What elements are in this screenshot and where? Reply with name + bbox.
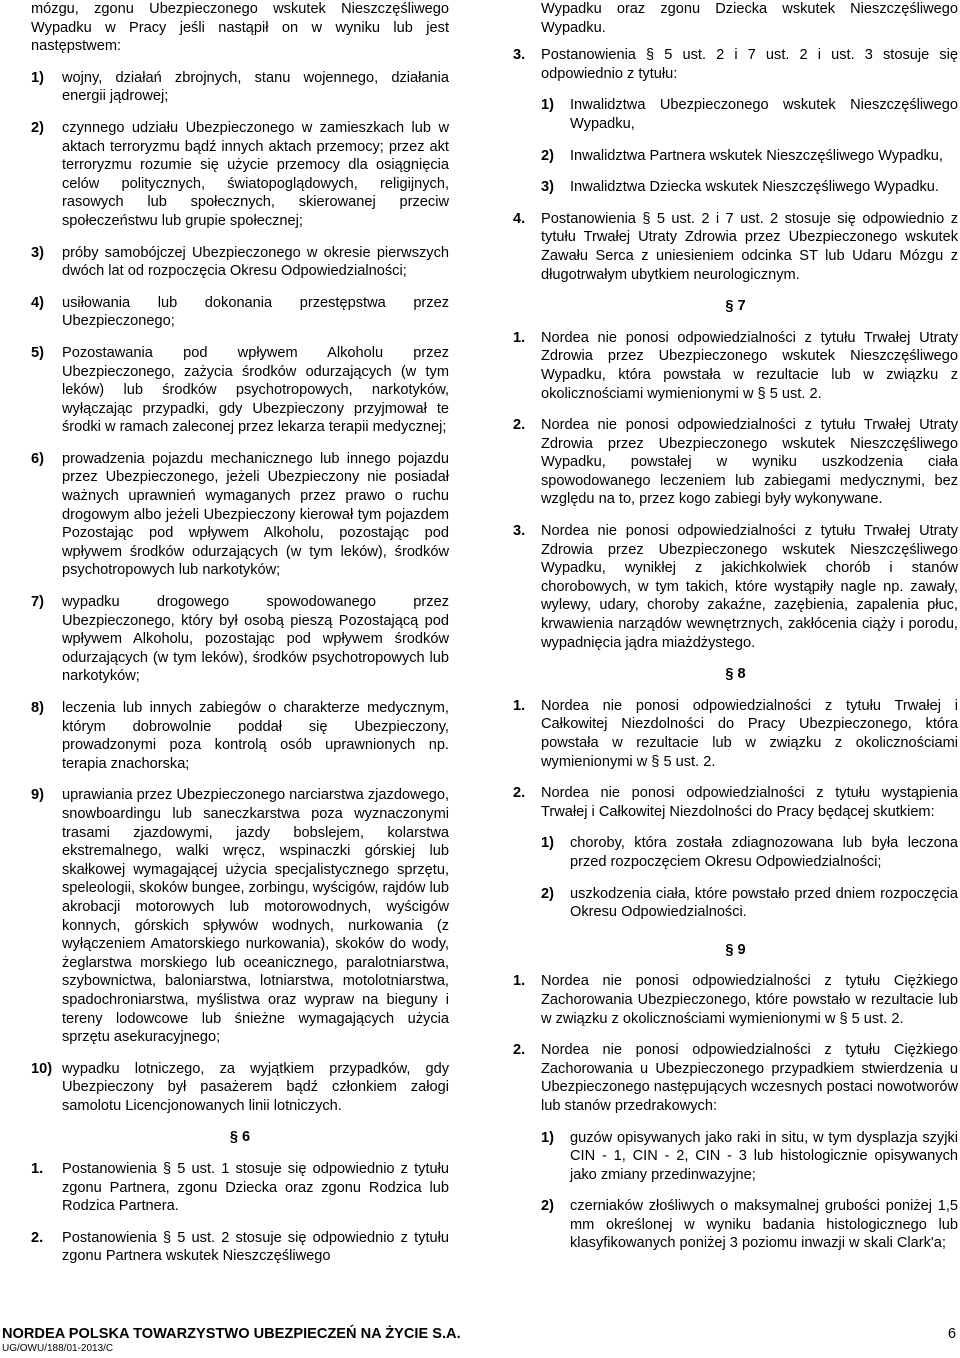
item-body <box>62 593 449 686</box>
item-number: 9) <box>31 787 44 804</box>
section-9-list <box>513 972 958 1266</box>
footer-document-code: UG/OWU/188/01-2013/C <box>2 1343 114 1354</box>
list-item <box>31 69 449 106</box>
sub-list <box>541 1129 958 1254</box>
list-item <box>31 244 449 281</box>
right-column <box>513 0 958 1266</box>
item-body <box>62 450 449 580</box>
item-number: 1. <box>31 1161 44 1178</box>
sub-item-text: Inwalidztwa Ubezpieczonego wskutek Nieszczęśliwego Wypadku, <box>570 97 958 132</box>
sub-list-item <box>541 147 958 166</box>
item-text: próby samobójczej Ubezpieczonego w okresie pierwszych dwóch lat od rozpoczęcia Okresu Odpowiedzialności; <box>62 244 449 280</box>
item-body <box>62 1060 449 1116</box>
sub-list <box>541 96 958 196</box>
section-6-number: 6 <box>242 1129 251 1146</box>
sub-item-number: 2) <box>541 1198 554 1215</box>
item-text: Pozostawania pod wpływem Alkoholu przez Ubezpieczonego, zażycia środków odurzających (w tym leków) lub środków psychotropowych, narkotyków, wyłączając przypadki, gdy Ubezpieczony przyjmował te środki w ramach zaleconej przez lekarza terapii medycznej; <box>62 344 449 436</box>
section-6-continued-list <box>513 46 958 284</box>
sub-item-text: Inwalidztwa Dziecka wskutek Nieszczęśliwego Wypadku. <box>570 179 939 196</box>
sub-list-item <box>541 178 958 197</box>
sub-item-number: 1) <box>541 97 554 114</box>
continuation-paragraph: Wypadku oraz zgonu Dziecka wskutek Nieszczęśliwego Wypadku. <box>541 1 958 36</box>
item-text: Postanowienia § 5 ust. 2 stosuje się odpowiednio z tytułu zgonu Partnera wskutek Nieszczęśliwego <box>62 1229 449 1265</box>
list-item <box>31 1229 449 1266</box>
item-body <box>62 294 449 331</box>
item-number: 2. <box>513 1042 526 1059</box>
item-text: wypadku drogowego spowodowanego przez Ubezpieczonego, który był osobą pieszą Pozostającą pod wpływem Alkoholu, pozostając pod wpływem środków odurzających (w tym leków), środków psychotropowych lub narkotyków; <box>62 594 449 685</box>
item-number: 4. <box>513 210 526 227</box>
item-number: 10) <box>31 1060 53 1077</box>
sub-list-item <box>541 885 958 922</box>
sub-list <box>541 834 958 921</box>
sub-item-text: czerniaków złośliwych o maksymalnej grubości poniżej 1,5 mm określonej w wyniku badania histologicznego lub klasyfikowanych poniżej 3 poziomu inwazji w skali Clark'a; <box>570 1198 958 1252</box>
section-6-heading: § 6 <box>229 1129 251 1146</box>
item-number: 1. <box>513 697 526 714</box>
item-text: Nordea nie ponosi odpowiedzialności z tytułu Trwałej Utraty Zdrowia przez Ubezpieczonego wskutek Nieszczęśliwego Wypadku, powstałej w wyniku uszkodzenia ciała spowodowanego leczeniem lub zabiegami medycznymi, bez względu na to, przez kogo zabiegi były wykonywane. <box>541 417 958 508</box>
list-item <box>31 344 449 437</box>
sub-item-text: guzów opisywanych jako raki in situ, w tym dysplazja szyjki CIN - 1, CIN - 2, CIN - 3 lub histologicznie opisywanych jako zmiany przedinwazyjne; <box>570 1129 958 1183</box>
item-text: Nordea nie ponosi odpowiedzialności z tytułu Ciężkiego Zachorowania Ubezpieczonego, które powstało w rezultacie lub w związku z okolicznościami wymienionymi w § 5 ust. 2. <box>541 973 958 1027</box>
item-body <box>541 416 958 509</box>
sub-list-item <box>541 1197 958 1253</box>
item-number: 5) <box>31 344 44 361</box>
sub-list-item <box>541 1129 958 1185</box>
section-6-list <box>31 1160 449 1266</box>
item-text: Nordea nie ponosi odpowiedzialności z tytułu Trwałej Utraty Zdrowia przez Ubezpieczonego wskutek Nieszczęśliwego Wypadku, która powstała w rezultacie lub w związku z okolicznościami wymienionymi w § 5 ust. 2. <box>541 329 958 402</box>
item-number: 2. <box>513 417 526 434</box>
section-7-number: 7 <box>737 298 746 315</box>
list-item <box>513 416 958 509</box>
list-item <box>31 119 449 231</box>
item-body <box>62 1160 449 1216</box>
sub-item-number: 2) <box>541 885 554 902</box>
sub-item-number: 3) <box>541 179 554 196</box>
item-text: czynnego udziału Ubezpieczonego w zamieszkach lub w aktach terroryzmu bądź innych aktach przemocy; przez akt terroryzmu rozumie się użycie przemocy dla osiągnięcia celów politycznych, światopoglądowych, religijnych, rasowych lub społecznych, skierowanej przeciw społeczeństwu lub grupie społecznej; <box>62 119 449 229</box>
list-item <box>513 210 958 284</box>
item-number: 2. <box>513 785 526 802</box>
list-item <box>31 593 449 686</box>
item-body <box>541 784 958 935</box>
list-item <box>31 294 449 331</box>
section-9-number: 9 <box>737 941 746 958</box>
item-text: Nordea nie ponosi odpowiedzialności z tytułu Ciężkiego Zachorowania u Ubezpieczonego przypadkiem stwierdzenia u Ubezpieczonego następujących wczesnych postaci nowotworów lub stanów przedrakowych: <box>541 1042 958 1114</box>
section-8-heading: § 8 <box>725 666 746 683</box>
item-number: 1. <box>513 973 526 990</box>
item-number: 6) <box>31 450 44 467</box>
item-number: 1) <box>31 69 44 86</box>
list-item <box>513 972 958 1028</box>
item-body <box>62 344 449 437</box>
item-body <box>541 522 958 652</box>
item-body <box>62 69 449 106</box>
sub-item-text: choroby, która została zdiagnozowana lub była leczona przed rozpoczęciem Okresu Odpowiedzialności; <box>570 835 958 870</box>
sub-item-text: Inwalidztwa Partnera wskutek Nieszczęśliwego Wypadku, <box>570 147 943 164</box>
intro-paragraph: mózgu, zgonu Ubezpieczonego wskutek Nieszczęśliwego Wypadku w Pracy jeśli nastąpił on w wyniku lub jest następstwem: <box>31 1 449 55</box>
item-number: 2) <box>31 119 44 136</box>
list-item <box>31 1160 449 1216</box>
item-text: usiłowania lub dokonania przestępstwa przez Ubezpieczonego; <box>62 294 449 330</box>
item-body <box>541 46 958 210</box>
item-number: 1. <box>513 329 526 346</box>
item-number: 3. <box>513 47 526 64</box>
item-text: Postanowienia § 5 ust. 1 stosuje się odpowiednio z tytułu zgonu Partnera, zgonu Dziecka oraz zgonu Rodzica lub Rodzica Partnera. <box>62 1161 449 1215</box>
footer-company-name: NORDEA POLSKA TOWARZYSTWO UBEZPIECZEŃ NA ŻYCIE S.A. <box>2 1326 461 1342</box>
list-item <box>513 697 958 771</box>
item-number: 3. <box>513 523 526 540</box>
sub-item-text: uszkodzenia ciała, które powstało przed dniem rozpoczęcia Okresu Odpowiedzialności. <box>570 885 958 921</box>
item-text: Nordea nie ponosi odpowiedzialności z tytułu wystąpienia Trwałej i Całkowitej Niezdolności do Pracy będącej skutkiem: <box>541 785 958 820</box>
list-item <box>31 699 449 773</box>
sub-item-number: 1) <box>541 835 554 852</box>
item-text: Postanowienia § 5 ust. 2 i 7 ust. 2 i ust. 3 stosuje się odpowiednio z tytułu: <box>541 47 958 82</box>
item-text: uprawiania przez Ubezpieczonego narciarstwa zjazdowego, snowboardingu lub saneczkarstwa poza wyznaczonymi trasami zjazdowymi, jazdy bobslejem, kolarstwa ekstremalnego, walki wręcz, wspinaczki górskiej lub skałkowej wymagającej użycia specjalistycznego sprzętu, speleologii, skoków bungee, zorbingu, wyścigów, rajdów lub akrobacji motorowych lub motorowodnych, wyścigów konnych, górskich spływów wodnych, nurkowania (z wyłączeniem Amatorskiego nurkowania), skoków do wody, żeglarstwa morskiego lub oceanicznego, paralotniarstwa, szybownictwa, baloniarstwa, lotniarstwa, motolotniarstwa, spadochroniarstwa, myślistwa oraz wypraw na bieguny i tereny lodowcowe lub śnieżne wymagających użycia sprzętu asekuracyjnego; <box>62 787 449 1046</box>
list-item <box>513 329 958 403</box>
item-number: 7) <box>31 594 44 611</box>
item-body <box>62 244 449 281</box>
item-text: Nordea nie ponosi odpowiedzialności z tytułu Trwałej i Całkowitej Niezdolności do Pracy Ubezpieczonego, która powstała w rezultacie lub w związku z okolicznościami wymienionymi w § 5 ust. 2. <box>541 697 958 770</box>
item-body <box>62 699 449 773</box>
item-number: 8) <box>31 700 44 716</box>
sub-list-item <box>541 96 958 133</box>
list-item <box>31 786 449 1046</box>
item-body <box>541 329 958 403</box>
section-9-heading: § 9 <box>725 941 746 958</box>
item-number: 2. <box>31 1229 44 1246</box>
section-8-list <box>513 697 958 935</box>
item-text: Nordea nie ponosi odpowiedzialności z tytułu Trwałej Utraty Zdrowia przez Ubezpieczonego wskutek Nieszczęśliwego Wypadku, wynikłej z jakichkolwiek chorób i stanów chorobowych, w tym takich, które wystąpiły nagle np. zawały, wylewy, udary, choroby zakaźne, zazębienia, zapalenia płuc, krwawienia narządów wewnętrznych, zakłócenia ciąży i porodu, wypadnięcia jądra miażdżystego. <box>541 523 958 651</box>
item-text: wojny, działań zbrojnych, stanu wojennego, działania energii jądrowej; <box>62 69 449 105</box>
section-7-heading: § 7 <box>725 298 746 315</box>
page-number: 6 <box>947 1326 956 1342</box>
item-text: Postanowienia § 5 ust. 2 i 7 ust. 2 stosuje się odpowiednio z tytułu Trwałej Utraty Zdrowia przez Ubezpieczonego wskutek Zawału Serca z uniesieniem odcinka ST lub Udaru Mózgu z długotrwałym ubytkiem neurologicznym. <box>541 210 958 283</box>
item-body <box>541 210 958 284</box>
item-body <box>541 697 958 771</box>
item-number: 4) <box>31 294 44 311</box>
item-body <box>541 1041 958 1266</box>
item-body <box>62 786 449 1046</box>
item-body <box>541 972 958 1028</box>
list-item <box>513 784 958 935</box>
sub-list-item <box>541 834 958 871</box>
list-item <box>31 450 449 580</box>
list-item <box>513 522 958 652</box>
sub-item-number: 2) <box>541 147 554 164</box>
left-column <box>31 0 449 1279</box>
item-text: leczenia lub innych zabiegów o charakterze medycznym, którym dobrowolnie poddał się Ubezpieczony, prowadzonymi poza kontrolą osób uprawnionych np. terapia znachorska; <box>62 700 449 772</box>
list-item <box>31 1060 449 1116</box>
exclusions-list <box>31 69 449 1116</box>
list-item <box>513 1041 958 1266</box>
item-body <box>62 119 449 231</box>
item-text: prowadzenia pojazdu mechanicznego lub innego pojazdu przez Ubezpieczonego, jeżeli Ubezpieczony nie posiadał ważnych uprawnień wymaganych przez prawo o ruchu drogowym albo jeżeli Ubezpieczony kierował tym pojazdem Pozostając pod wpływem Alkoholu, pozostając pod wpływem środków odurzających (w tym leków), środków psychotropowych lub narkotyków; <box>62 450 449 579</box>
sub-item-number: 1) <box>541 1129 554 1146</box>
item-body <box>62 1229 449 1266</box>
section-7-list <box>513 329 958 653</box>
section-8-number: 8 <box>737 666 746 683</box>
list-item <box>513 46 958 210</box>
item-number: 3) <box>31 244 44 261</box>
item-text: wypadku lotniczego, za wyjątkiem przypadków, gdy Ubezpieczony był pasażerem bądź członkiem załogi samolotu Licencjonowanych linii lotniczych. <box>62 1060 449 1114</box>
